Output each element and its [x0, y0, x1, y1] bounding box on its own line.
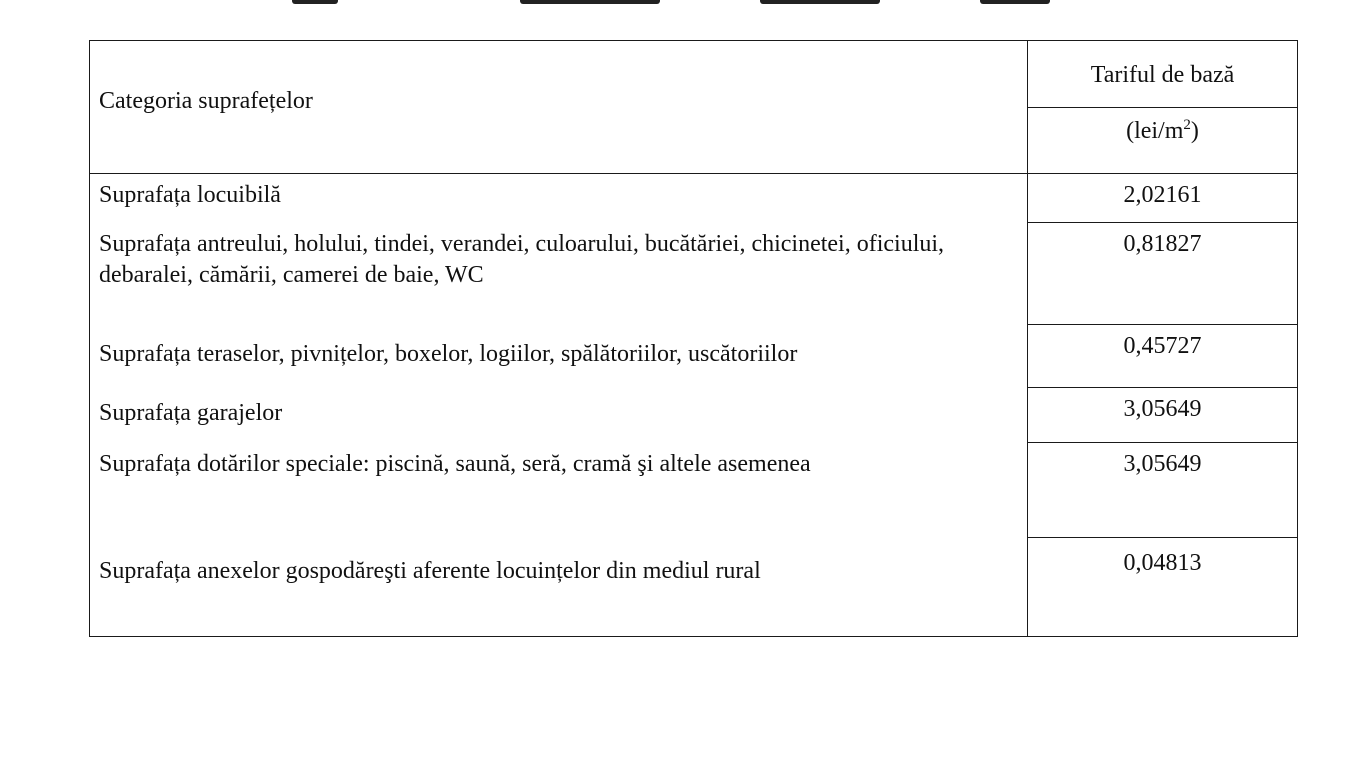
row-value: 3,05649: [1028, 443, 1298, 538]
header-tariff-label: Tariful de bază: [1028, 41, 1298, 108]
table-row: [90, 325, 1298, 388]
table-row: [90, 174, 1298, 223]
row-category: Suprafața garajelor: [90, 388, 1028, 443]
row-category: Suprafața dotărilor speciale: piscină, saună, seră, cramă şi altele asemenea: [90, 443, 1028, 538]
row-value: 0,81827: [1028, 223, 1298, 325]
table-row: [90, 538, 1298, 637]
row-category: Suprafața locuibilă: [90, 174, 1028, 223]
row-category: Suprafața antreului, holului, tindei, verandei, culoarului, bucătăriei, chicinetei, oficiului, debaralei, cămării, camerei de baie, WC: [90, 223, 1028, 325]
row-value: 3,05649: [1028, 388, 1298, 443]
table-row: [90, 388, 1298, 443]
row-value: 0,45727: [1028, 325, 1298, 388]
header-category: Categoria suprafețelor: [90, 41, 1028, 174]
header-tariff-unit: [1028, 108, 1298, 174]
unit-close: ): [1190, 118, 1199, 144]
table-row: [90, 443, 1298, 538]
cropped-heading-fragment: [0, 0, 1352, 12]
row-category: Suprafața anexelor gospodăreşti aferente locuințelor din mediul rural: [90, 538, 1028, 637]
unit-superscript: 2: [1183, 117, 1191, 133]
row-value: 2,02161: [1028, 174, 1298, 223]
row-category: Suprafața teraselor, pivnițelor, boxelor, logiilor, spălătoriilor, uscătoriilor: [90, 325, 1028, 388]
table-header-row-1: [90, 41, 1298, 108]
table-row: [90, 223, 1298, 325]
tariff-table: [89, 40, 1298, 637]
row-value: 0,04813: [1028, 538, 1298, 637]
unit-text: (lei/m: [1126, 118, 1184, 144]
